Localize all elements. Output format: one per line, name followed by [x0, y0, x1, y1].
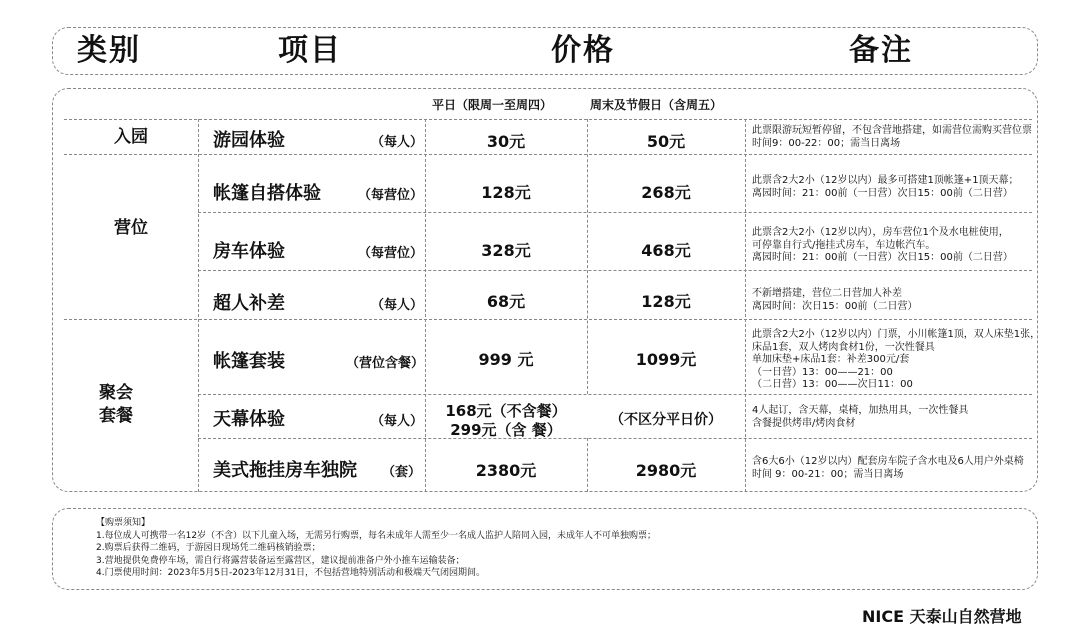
- row-weekend-price: 468元: [641, 241, 691, 260]
- row-weekday-price: 68元: [486, 292, 526, 311]
- header-item: 项目: [278, 33, 342, 68]
- row-weekend-price: 50元: [646, 132, 686, 151]
- row-note-line: （一日营）13：00——21：00: [752, 366, 893, 378]
- row-note-line: （二日营）13：00——次日11：00: [752, 379, 913, 390]
- category-camp: 营位: [114, 218, 148, 238]
- row-item-name: 游园体验: [213, 130, 285, 151]
- row-weekday-price-nomeal: 168元（不含餐）: [445, 402, 567, 420]
- row-weekend-price: 128元: [641, 292, 691, 311]
- row-item-unit: （每人）: [371, 298, 424, 313]
- row-divider: [64, 119, 1032, 120]
- row-divider: [198, 212, 1032, 213]
- row-item-name: 房车体验: [213, 241, 285, 262]
- header-remark: 备注: [849, 33, 913, 68]
- notice-line: 3.营地提供免费停车场，需自行将露营装备运至露营区，建议提前准备户外小推车运输装备；: [96, 555, 465, 566]
- row-note-line: 含餐提供烤串/烤肉食材: [752, 417, 856, 429]
- row-note-line: 此票含2大2小（12岁以内），房车营位1个及水电桩使用，: [752, 227, 1009, 238]
- category-entry: 入园: [114, 127, 148, 147]
- row-item-name: 美式拖挂房车独院: [213, 460, 357, 481]
- row-note-line: 此票含2大2小（12岁以内）门票，小川帐篷1顶，双人床垫1张，: [752, 329, 1041, 340]
- row-weekday-price: 30元: [486, 132, 526, 151]
- row-weekday-price: 2380元: [475, 461, 537, 480]
- row-note-line: 此票含2大2小（12岁以内）最多可搭建1顶帐篷+1顶天幕；: [752, 175, 1019, 186]
- subheader-weekend: 周末及节假日（含周五）: [590, 98, 723, 112]
- row-item-name: 天幕体验: [213, 409, 285, 430]
- row-note-line: 4人起订，含天幕，桌椅，加热用具，一次性餐具: [752, 405, 969, 416]
- header-category: 类别: [77, 33, 141, 68]
- row-note-line: 床品1套，双人烤肉食材1份，一次性餐具: [752, 341, 935, 353]
- row-weekend-price: 2980元: [635, 461, 697, 480]
- row-item-unit: （每营位）: [358, 188, 424, 203]
- footer-brand: NICE 天泰山自然营地: [862, 607, 1022, 626]
- row-weekday-price: 128元: [481, 183, 531, 202]
- row-note-line: 可停靠自行式/拖挂式房车，车边帐汽车。: [752, 239, 936, 251]
- row-divider: [64, 319, 1032, 320]
- row-weekday-price: 328元: [481, 241, 531, 260]
- row-weekday-price: 999 元: [478, 350, 534, 369]
- row-divider: [198, 270, 1032, 271]
- row-divider: [198, 394, 1032, 395]
- row-note-line: 离园时间：21：00前（一日营）次日15：00前（二日营）: [752, 252, 1013, 263]
- row-divider: [64, 154, 1032, 155]
- row-note-line: 时间9：00-22：00；需当日离场: [752, 137, 901, 149]
- row-weekend-price: 268元: [641, 183, 691, 202]
- row-item-name: 帐篷套装: [213, 351, 285, 372]
- notice-line: 2.购票后获得二维码，于游园日现场凭二维码核销验票；: [96, 543, 321, 553]
- category-party-line2: 套餐: [99, 406, 133, 426]
- row-note-line: 不新增搭建，营位二日营加人补差: [752, 288, 902, 299]
- row-divider: [198, 438, 1032, 439]
- row-weekend-price: 1099元: [635, 350, 697, 369]
- notice-line: 1.每位成人可携带一名12岁（不含）以下儿童入场，无需另行购票，每名未成年人需至少一名成人监护人陪同入园，未成年人不可单独购票；: [96, 530, 657, 541]
- row-item-unit: （套）: [382, 465, 422, 480]
- column-divider: [198, 119, 199, 492]
- row-note-line: 离园时间：次日15：00前（二日营）: [752, 300, 918, 312]
- row-weekend-price: （不区分平日价）: [610, 412, 722, 428]
- row-item-unit: （每人）: [371, 135, 424, 150]
- header-price: 价格: [551, 33, 615, 68]
- row-note-line: 含6大6小（12岁以内）配套房车院子含水电及6人用户外桌椅: [752, 456, 1024, 467]
- notice-title: 【购票须知】: [96, 518, 151, 528]
- subheader-weekday: 平日（限周一至周四）: [432, 98, 553, 112]
- notice-line: 4.门票使用时间：2023年5月5日-2023年12月31日，不包括营地特别活动和极端天气闭园期间。: [96, 568, 486, 578]
- row-note-line: 此票限游玩短暂停留，不包含营地搭建，如需营位需购买营位票: [752, 125, 1032, 136]
- row-note-line: 时间 9：00-21：00；需当日离场: [752, 468, 904, 480]
- row-item-unit: （营位含餐）: [346, 356, 425, 371]
- row-item-name: 帐篷自搭体验: [213, 183, 321, 204]
- category-party-line1: 聚会: [99, 383, 133, 403]
- row-note-line: 单加床垫+床品1套：补差300元/套: [752, 354, 910, 365]
- column-divider: [745, 119, 746, 492]
- row-item-unit: （每人）: [371, 414, 424, 429]
- row-item-unit: （每营位）: [358, 246, 424, 261]
- row-item-name: 超人补差: [213, 293, 285, 314]
- row-weekday-price-meal: 299元（含 餐）: [450, 421, 562, 439]
- row-note-line: 离园时间：21：00前（一日营）次日15：00前（二日营）: [752, 187, 1013, 199]
